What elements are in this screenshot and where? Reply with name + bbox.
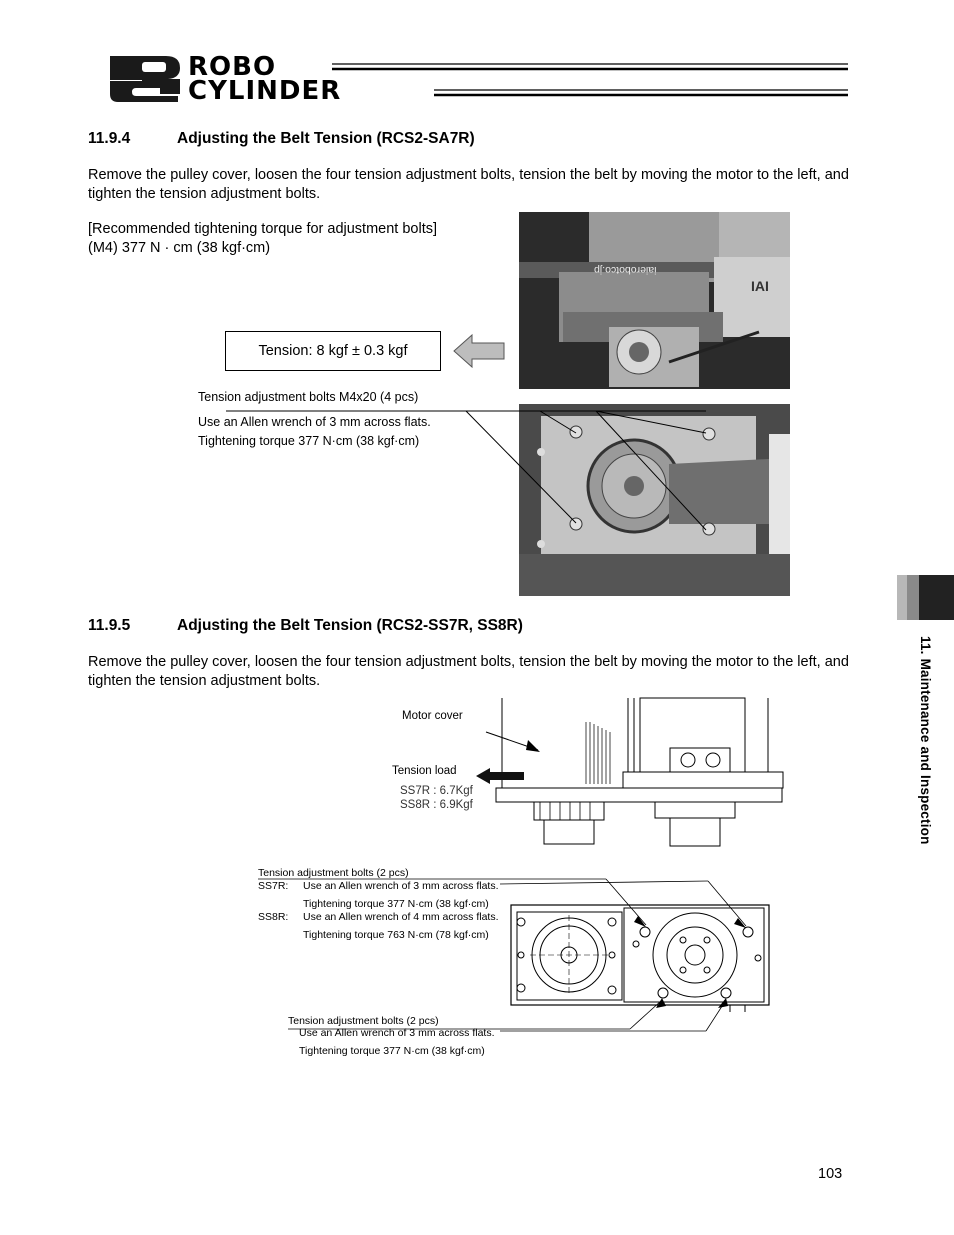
section-title-1195: Adjusting the Belt Tension (RCS2-SS7R, SS8R) [177, 617, 523, 634]
side-tab-stripe-light [897, 575, 907, 620]
photo-label-iai: IAI [751, 278, 769, 294]
page-number: 103 [818, 1166, 843, 1182]
ss8r-load-value: SS8R : 6.9Kgf [400, 799, 473, 811]
section-body-1194: Remove the pulley cover, loosen the four tension adjustment bolts, tension the belt by moving the motor to the left, and tighten the tension adjustment bolts. [88, 167, 849, 202]
upper-ss8r-label: SS8R: [258, 911, 289, 923]
upper-ss8r-allen: Use an Allen wrench of 4 mm across flats. [303, 911, 499, 923]
motor-cover-label: Motor cover [402, 710, 463, 722]
section-body-1195: Remove the pulley cover, loosen the four tension adjustment bolts, tension the belt by moving the motor to the left, and tighten the tension adjustment bolts. [88, 654, 849, 689]
section-number-1195: 11.9.5 [88, 617, 131, 634]
upper-ss7r-label: SS7R: [258, 880, 289, 892]
logo-text-robo: ROBO [188, 52, 277, 82]
torque-line-1: [Recommended tightening torque for adjustment bolts] [88, 221, 438, 237]
tension-value-box [225, 331, 441, 371]
lower-bolts-allen: Use an Allen wrench of 3 mm across flats. [299, 1027, 495, 1039]
left-arrow-icon [452, 333, 506, 369]
ss7r-load-value: SS7R : 6.7Kgf [400, 785, 473, 797]
bolts-label-1194: Tension adjustment bolts M4x20 (4 pcs) [198, 390, 419, 404]
lower-bolts-torque: Tightening torque 377 N·cm (38 kgf·cm) [299, 1045, 485, 1057]
tension-load-label: Tension load [392, 765, 457, 777]
upper-ss8r-torque: Tightening torque 763 N·cm (78 kgf·cm) [303, 929, 489, 941]
upper-ss7r-allen: Use an Allen wrench of 3 mm across flats. [303, 880, 499, 892]
side-tab-label: 11. Maintenance and Inspection [918, 636, 933, 845]
header-logo [108, 54, 850, 104]
logo-text-cylinder: CYLINDER [188, 76, 342, 106]
upper-bolts-title: Tension adjustment bolts (2 pcs) [258, 867, 409, 879]
torque-note-1194: Tightening torque 377 N·cm (38 kgf·cm) [198, 434, 420, 448]
section-title-1194: Adjusting the Belt Tension (RCS2-SA7R) [177, 130, 475, 147]
section-number-1194: 11.9.4 [88, 130, 131, 147]
photo-label-url: iaierobotco.jp [594, 264, 657, 276]
side-tab-stripe-mid [907, 575, 919, 620]
side-view-drawing [470, 692, 790, 852]
lower-bolts-title: Tension adjustment bolts (2 pcs) [288, 1015, 439, 1027]
upper-ss7r-torque: Tightening torque 377 N·cm (38 kgf·cm) [303, 898, 489, 910]
pulley-photo-top [519, 212, 790, 389]
allen-note-1194: Use an Allen wrench of 3 mm across flats. [198, 415, 431, 429]
torque-line-2: (M4) 377 N · cm (38 kgf·cm) [88, 240, 271, 256]
tension-value-text: Tension: 8 kgf ± 0.3 kgf [258, 343, 408, 359]
pulley-photo-bottom [519, 404, 790, 596]
side-tab-block [919, 575, 954, 620]
